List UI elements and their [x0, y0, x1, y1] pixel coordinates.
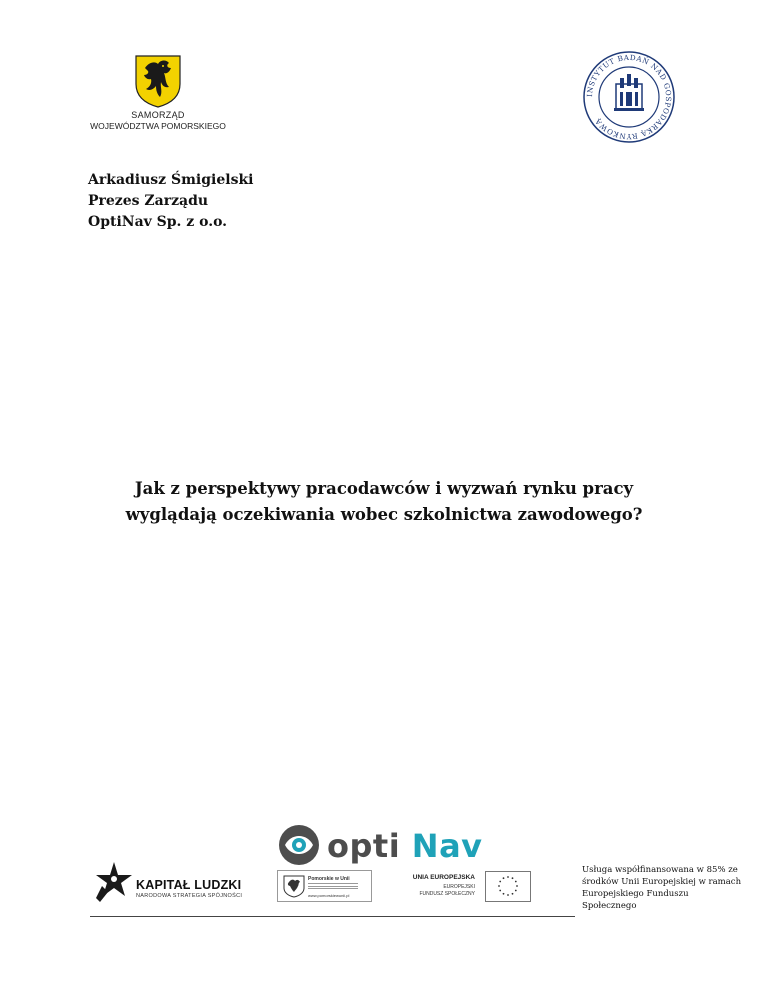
- ibngr-seal-logo: [582, 50, 676, 148]
- author-company: OptiNav Sp. z o.o.: [88, 214, 228, 230]
- author-name: Arkadiusz Śmigielski: [88, 172, 254, 188]
- ue-line-3: FUNDUSZ SPOŁECZNY: [419, 891, 475, 897]
- eu-flag-icon: [485, 871, 531, 902]
- optinav-eye-icon: [279, 825, 319, 865]
- document-title: [84, 476, 684, 528]
- samorzad-label: SAMORZĄD: [131, 110, 185, 120]
- pomorskie-griffin-icon: [282, 874, 306, 898]
- optinav-wordmark-accent: Nav: [411, 827, 483, 865]
- footer-divider: [90, 916, 575, 917]
- title-line-2: wyglądają oczekiwania wobec szkolnictwa zawodowego?: [125, 505, 643, 524]
- samorzad-logo: [88, 54, 228, 134]
- kapital-ludzki-star-icon: [94, 862, 132, 902]
- ue-title: UNIA EUROPEJSKA: [412, 874, 475, 881]
- optinav-wordmark: opti Nav: [327, 827, 483, 865]
- author-position: Prezes Zarządu: [88, 193, 209, 209]
- kapital-ludzki-logo: [94, 862, 264, 902]
- optinav-logo: [277, 823, 497, 873]
- unia-europejska-logo: [403, 870, 533, 904]
- pomorskie-title: Pomorskie w Unii: [308, 876, 350, 882]
- wojewodztwo-label: WOJEWÓDZTWA POMORSKIEGO: [90, 121, 226, 131]
- pomorskie-url: www.pomorskiewunii.pl: [308, 893, 350, 898]
- pomorskie-w-unii-logo: [277, 870, 372, 902]
- ue-line-2: EUROPEJSKI: [443, 884, 475, 890]
- institute-seal-icon: [582, 50, 676, 144]
- cofinance-note: Usługa współfinansowana w 85% ze środków Unii Europejskiej w ramach Europejskiego Funduszu Społecznego: [582, 865, 742, 911]
- title-line-1: Jak z perspektywy pracodawców i wyzwań rynku pracy: [134, 479, 634, 498]
- griffin-coat-of-arms-icon: [133, 54, 183, 108]
- author-block: [88, 170, 253, 233]
- pomorskie-fine-print: [308, 883, 358, 891]
- kapital-ludzki-subtitle: NARODOWA STRATEGIA SPÓJNOŚCI: [136, 893, 243, 899]
- seal-text: INSTYTUT BADAŃ NAD GOSPODARKĄ RYNKOWĄ: [584, 52, 674, 142]
- kapital-ludzki-title: KAPITAŁ LUDZKI: [136, 878, 242, 892]
